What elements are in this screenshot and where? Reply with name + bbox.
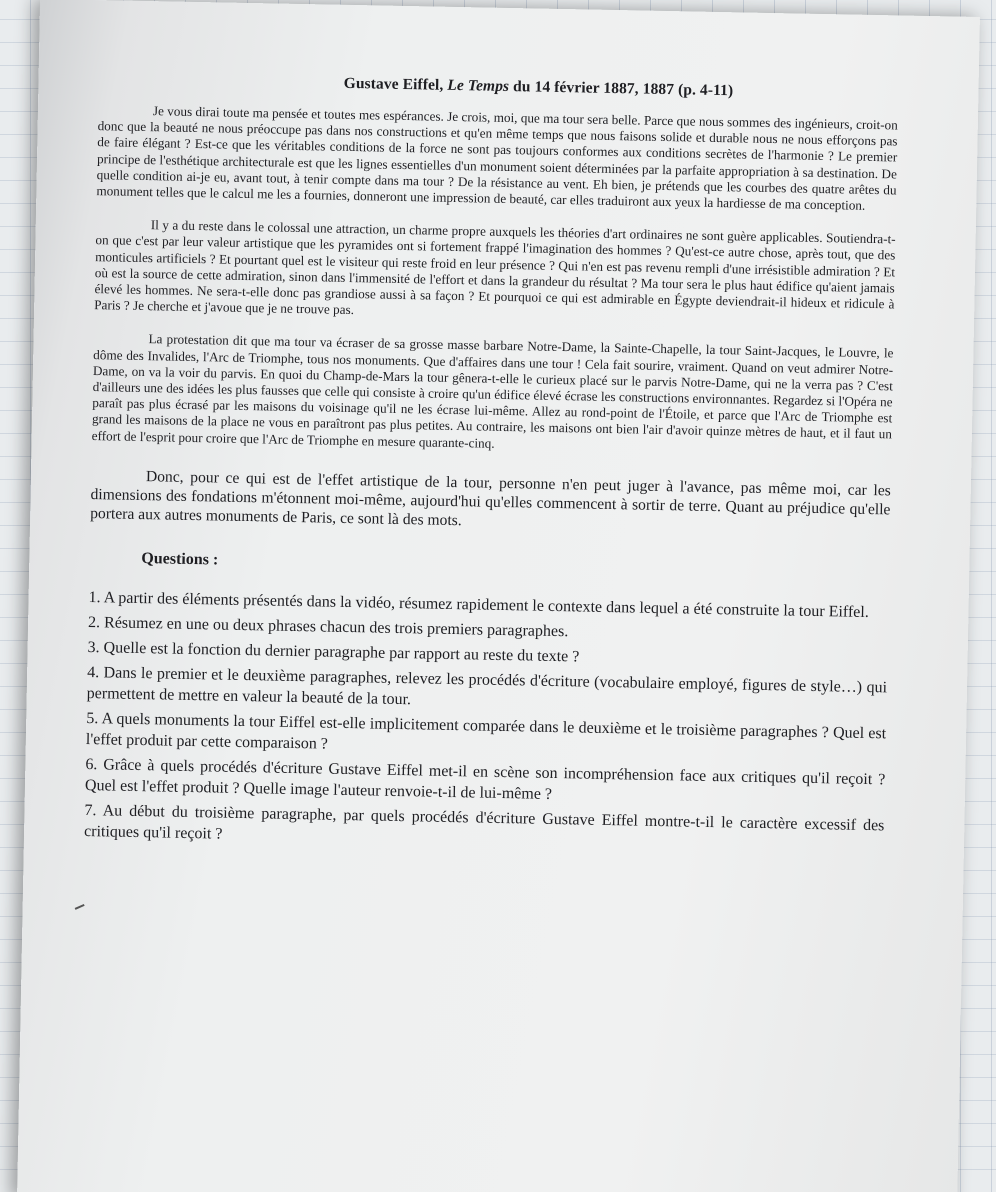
- question-item: 7. Au début du troisième paragraphe, par quels procédés d'écriture Gustave Eiffel montre-t-il le caractère excessif des critiques qu'il reçoit ?: [83, 801, 885, 843]
- document-title: [178, 72, 898, 104]
- paragraph-2: Il y a du reste dans le colossal une attraction, un charme propre auxquels les théories d'art ordinaires ne sont guère applicables. Soutiendra-t-on que c'est par leur valeur artistique que les pyramides ont si fortement frappé l'imagination des hommes ? Qu'est-ce autre chose, après tout, que des monticules artificiels ? Et pourtant quel est le visiteur qui reste froid en leur présence ? Qui n'en est pas revenu rempli d'une irrésistible admiration ? Et où est la source de cette admiration, sinon dans l'immensité de l'effort et dans la grandeur du résultat ? Ma tour sera le plus haut édifice qu'aient jamais élevé les hommes. Ne sera-t-elle donc pas grandiose aussi à sa façon ? Et pourquoi ce qui est admirable en Égypte deviendrait-il hideux et ridicule à Paris ? Je cherche et j'avoue que je ne trouve pas.: [94, 217, 896, 318]
- title-author: Gustave Eiffel,: [343, 74, 448, 94]
- paragraph-4: Donc, pour ce qui est de l'effet artistique de la tour, personne n'en peut juger à l'avance, pas même moi, car les dimensions des fondations m'étonnent moi-même, aujourd'hui qu'elles commencent à sortir de terre. Quant au préjudice qu'elle portera aux autres monuments de Paris, ce sont là des mots.: [90, 467, 891, 530]
- pencil-mark: [75, 904, 85, 910]
- page-content: [84, 70, 899, 861]
- questions-list: [84, 587, 889, 857]
- question-item: 6. Grâce à quels procédés d'écriture Gustave Eiffel met-il en scène son incompréhension face aux critiques qu'il reçoit ? Quel est l'effet produit ? Quelle image l'auteur renvoie-t-il de lui-même ?: [84, 755, 886, 803]
- title-newspaper: Le Temps: [447, 76, 510, 95]
- paragraph-3: La protestation dit que ma tour va écraser de sa grosse masse barbare Notre-Dame, la Sainte-Chapelle, la tour Saint-Jacques, le Louvre, le dôme des Invalides, l'Arc de Triomphe, tous nos monuments. Que d'affaires dans une tour ! Cela fait sourire, vraiment. Quand on veut admirer Notre-Dame, on va la voir du parvis. En quoi du Champ-de-Mars la tour gênera-t-elle le curieux placé sur le parvis Notre-Dame, qui ne la verra pas ? C'est d'ailleurs une des idées les plus fausses que celle qui consiste à croire qu'un édifice élevé écrase les constructions environnantes. Regardez si l'Opéra ne paraît pas plus écrasé par les maisons du voisinage qu'il ne les écrase lui-même. Allez au rond-point de l'Étoile, et parce que l'Arc de Triomphe est grand les maisons de la place ne vous en paraîtront pas plus petites. Au contraire, les maisons ont bien l'air d'avoir quinze mètres de haut, et il faut un effort de l'esprit pour croire que l'Arc de Triomphe en mesure quarante-cinq.: [91, 331, 894, 451]
- questions-heading: Questions :: [141, 549, 219, 569]
- question-item: 3. Quelle est la fonction du dernier paragraphe par rapport au reste du texte ?: [87, 638, 580, 666]
- paragraph-1: Je vous dirai toute ma pensée et toutes mes espérances. Je crois, moi, que ma tour sera belle. Parce que nous sommes des ingénieurs, croit-on donc que la beauté ne nous préoccupe pas dans nos constructions et qu'en même temps que nous faisons solide et durable nous ne nous efforçons pas de faire élégant ? Est-ce que les véritables conditions de la force ne sont pas toujours conformes aux conditions secrètes de l'harmonie ? Le premier principe de l'esthétique architecturale est que les lignes essentielles d'un monument soient déterminées par la parfaite appropriation à sa destination. De quelle condition ai-je eu, avant tout, à tenir compte dans ma tour ? De la résistance au vent. Eh bien, je prétends que les courbes des quatre arêtes du monument telles que le calcul me les a fournies, donneront une impression de beauté, car elles traduiront aux yeux la hardiesse de ma conception.: [96, 103, 898, 213]
- question-item: 1. A partir des éléments présentés dans la vidéo, résumez rapidement le contexte dans lequel a été construite la tour Eiffel.: [88, 588, 869, 621]
- question-item: 2. Résumez en une ou deux phrases chacun des trois premiers paragraphes.: [87, 613, 569, 641]
- question-item: 4. Dans le premier et le deuxième paragraphes, relevez les procédés d'écriture (vocabulaire employé, figures de style…) qui permettent de mettre en valeur la beauté de la tour.: [86, 663, 888, 709]
- question-item: 5. A quels monuments la tour Eiffel est-elle implicitement comparée dans le deuxième et le troisième paragraphes ? Quel est l'effet produit par cette comparaison ?: [85, 709, 887, 753]
- document-page: [17, 0, 980, 1192]
- title-date: du 14 février 1887, 1887 (p. 4-11): [509, 78, 734, 100]
